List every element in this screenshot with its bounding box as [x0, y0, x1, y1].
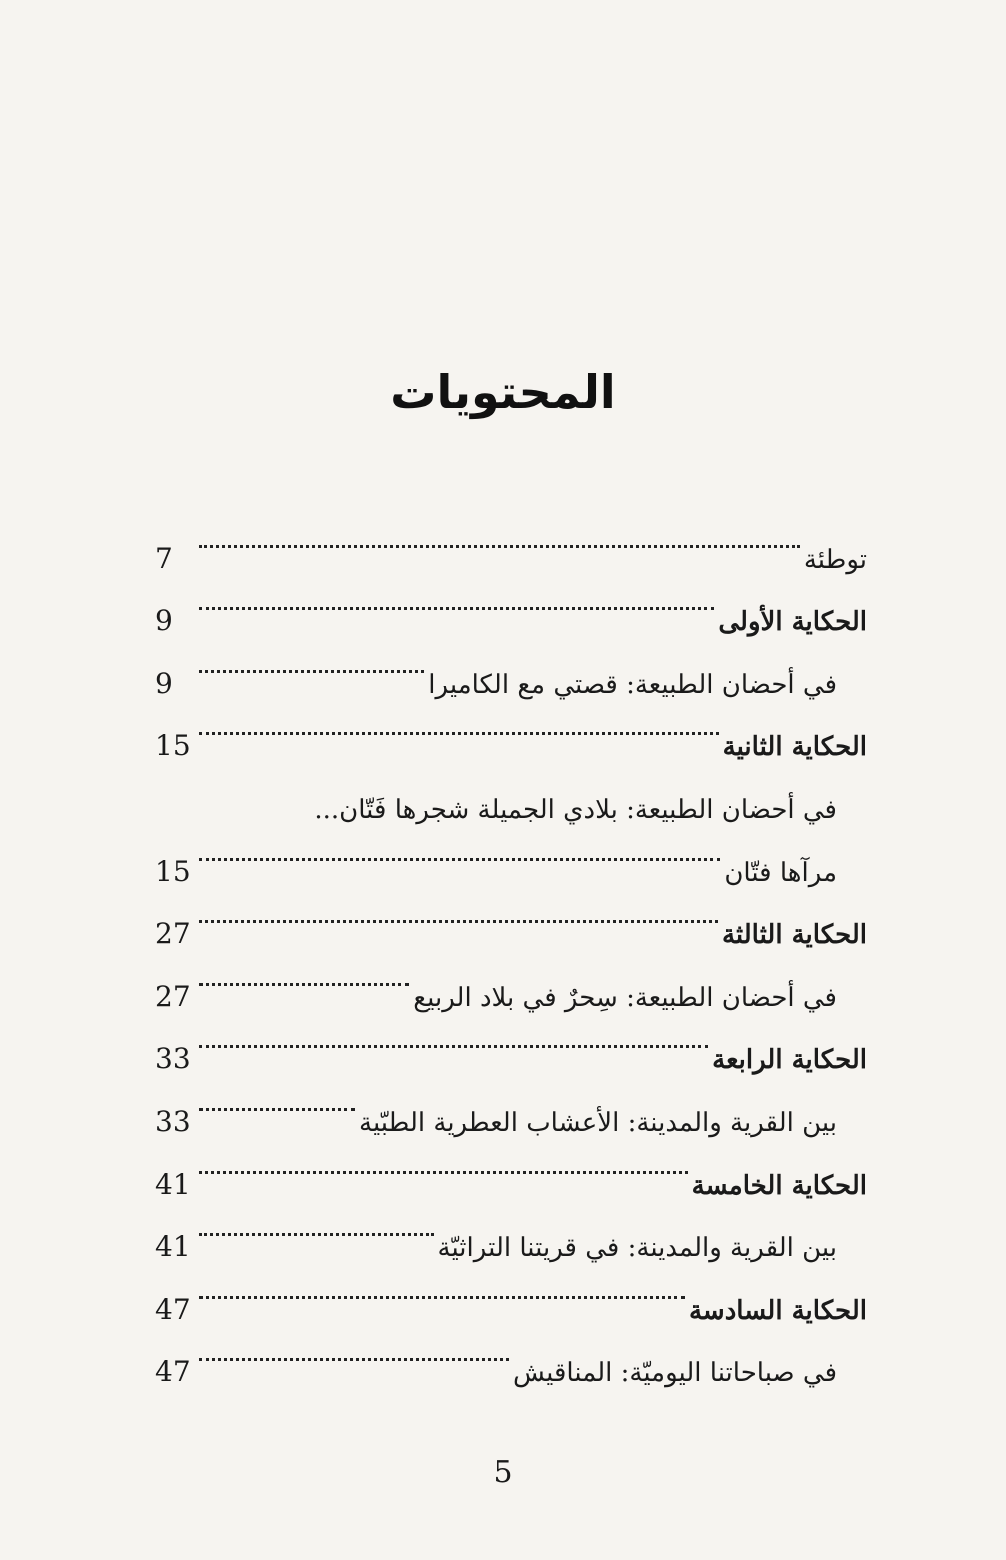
toc-entry-title: توطئة: [803, 544, 867, 575]
toc-page-number: 47: [155, 1355, 191, 1389]
toc-page-number: 7: [155, 541, 173, 575]
toc-entry-title: بين القرية والمدينة: الأعشاب العطرية الطبّية: [359, 1107, 837, 1138]
toc-page-number: 33: [155, 1104, 191, 1138]
dot-leader: [199, 1131, 688, 1194]
dot-leader: [199, 568, 714, 631]
toc-page-number: 47: [155, 1292, 191, 1326]
toc-entry-title: مرآها فتّان: [724, 857, 837, 888]
dot-leader: [199, 1068, 355, 1131]
toc-entry-title: الحكاية الرابعة: [712, 1045, 867, 1076]
dot-leader: [199, 693, 719, 756]
toc-page-number: 9: [155, 666, 173, 700]
table-of-contents: [155, 505, 867, 1389]
dot-leader: [199, 881, 718, 944]
toc-page-number: 41: [155, 1167, 191, 1201]
page-title: المحتويات: [390, 365, 616, 419]
toc-page-number: 15: [155, 729, 191, 763]
toc-entry: [155, 505, 867, 575]
dot-leader: [199, 1006, 708, 1069]
toc-entry-title: في صباحاتنا اليوميّة: المناقيش: [513, 1358, 837, 1389]
toc-entry-title: في أحضان الطبيعة: قصتي مع الكاميرا: [428, 669, 837, 700]
toc-entry-title: بين القرية والمدينة: في قريتنا التراثيّة: [437, 1233, 837, 1264]
dot-leader: [199, 630, 424, 693]
toc-entry: [155, 568, 867, 638]
toc-entry-title: الحكاية السادسة: [688, 1295, 867, 1326]
toc-page-number: 33: [155, 1042, 191, 1076]
dot-leader: [199, 1194, 434, 1257]
toc-entry-title: الحكاية الثالثة: [721, 920, 867, 951]
dot-leader: [199, 943, 409, 1006]
page-number: 5: [493, 1455, 513, 1490]
toc-entry-title: في أحضان الطبيعة: سِحرٌ في بلاد الربيع: [413, 982, 837, 1013]
toc-page-number: 27: [155, 979, 191, 1013]
toc-page-number: 15: [155, 854, 191, 888]
toc-entry-title: الحكاية الخامسة: [691, 1170, 867, 1201]
dot-leader: [199, 755, 310, 818]
dot-leader: [199, 1319, 509, 1382]
dot-leader: [199, 1256, 685, 1319]
toc-entry-title: الحكاية الثانية: [722, 732, 867, 763]
toc-entry-title: الحكاية الأولى: [718, 607, 867, 638]
toc-page-number: 27: [155, 917, 191, 951]
toc-page-number: 9: [155, 604, 173, 638]
toc-entry-title: في أحضان الطبيعة: بلادي الجميلة شجرها فَتّان...: [314, 794, 837, 825]
dot-leader: [199, 505, 800, 568]
toc-page-number: 41: [155, 1230, 191, 1264]
dot-leader: [199, 818, 720, 881]
